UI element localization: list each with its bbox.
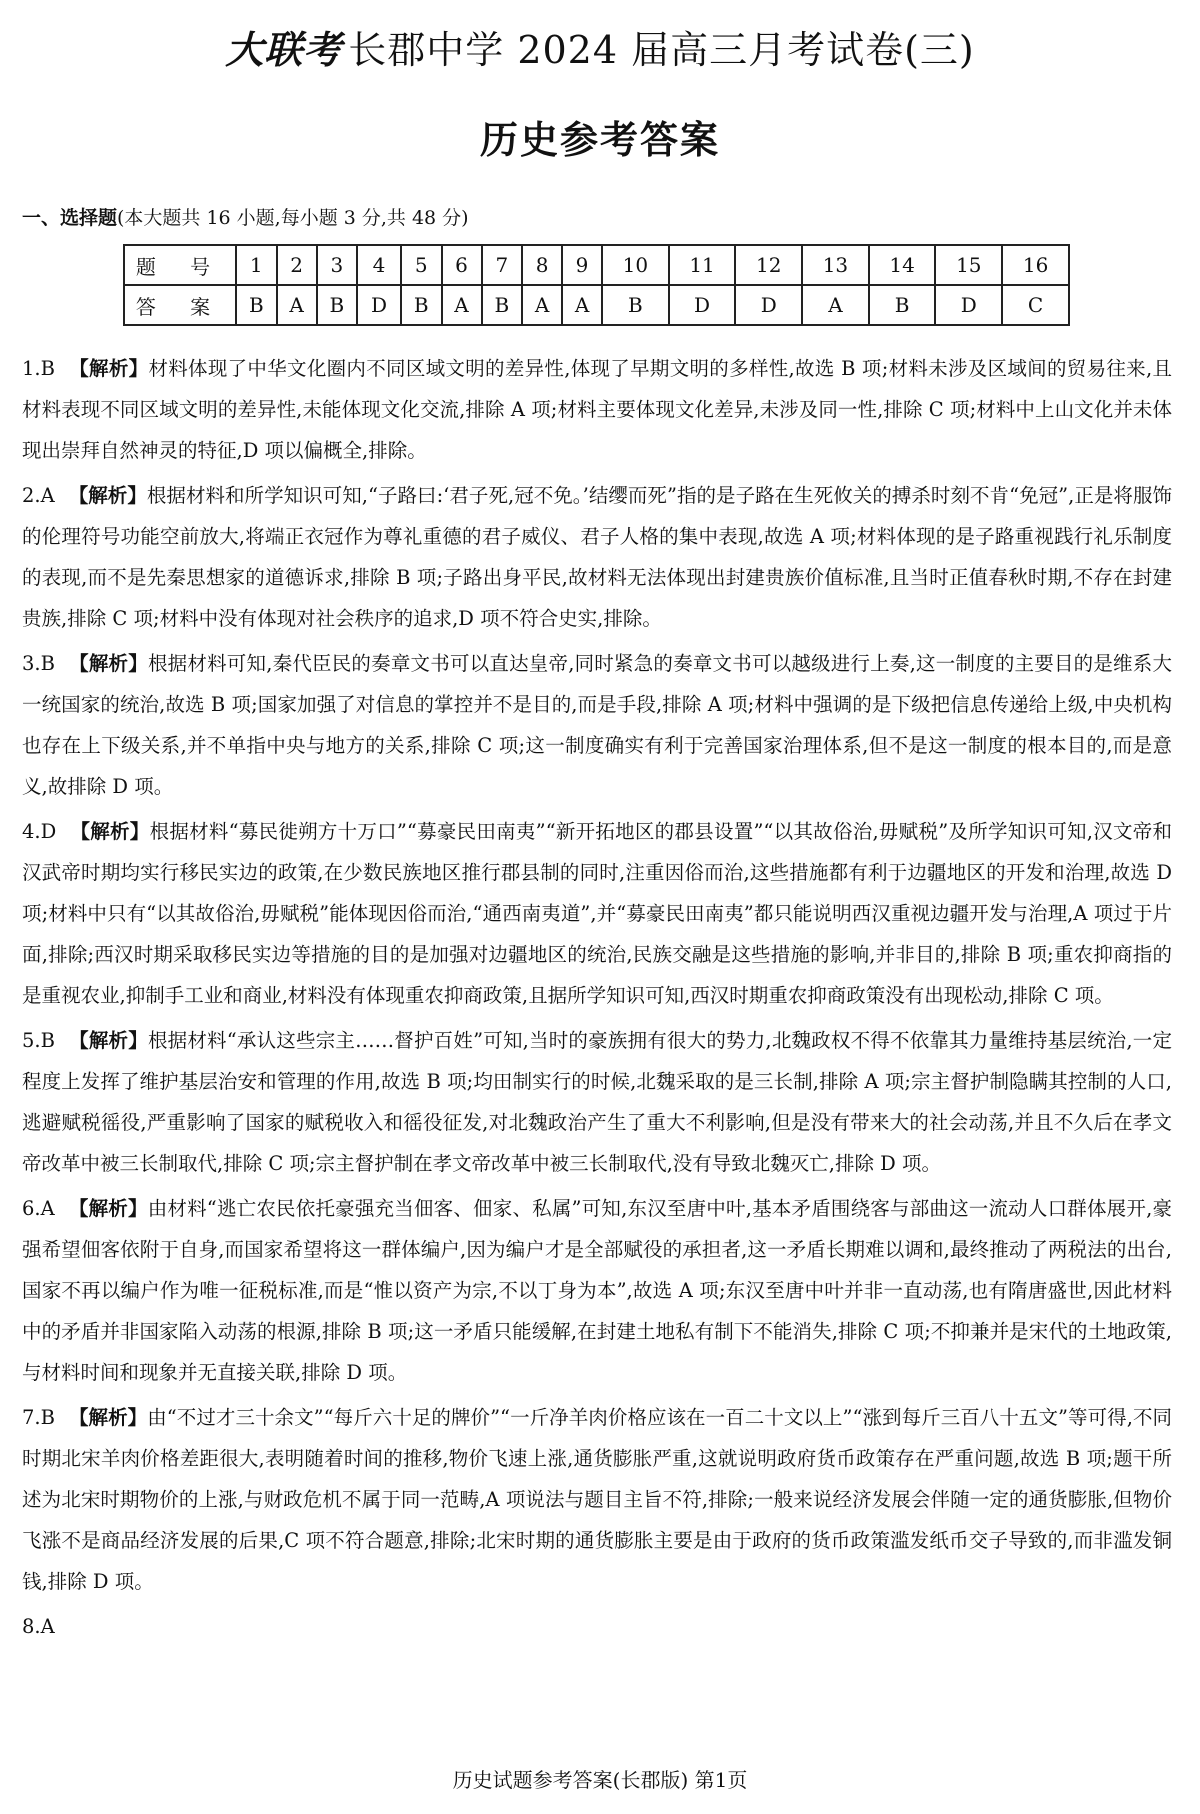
answer-cell: B: [869, 285, 936, 325]
explanation-item: [22, 1397, 1172, 1602]
answer-cell: C: [1002, 285, 1069, 325]
analysis-tag: 【解析】: [68, 652, 148, 675]
answer-row: [124, 285, 1069, 325]
explanations: [22, 348, 1172, 1651]
answer-cell: D: [935, 285, 1002, 325]
explanation-item: [22, 1188, 1172, 1393]
page-footer: 历史试题参考答案(长郡版) 第1页: [452, 1768, 748, 1792]
item-number: 4.D: [22, 820, 57, 843]
explanation-item: [22, 348, 1172, 471]
answer-cell: B: [482, 285, 523, 325]
row-label-numbers: 题 号: [124, 245, 236, 285]
section-heading: [22, 204, 469, 232]
analysis-tag: 【解析】: [68, 484, 147, 507]
item-number: 2.A: [22, 484, 55, 507]
question-number: 6: [442, 245, 482, 285]
explanation-item: [22, 1020, 1172, 1184]
question-number: 1: [236, 245, 277, 285]
question-number: 10: [602, 245, 669, 285]
answer-cell: D: [735, 285, 802, 325]
item-number: 1.B: [22, 357, 55, 380]
question-number: 11: [669, 245, 736, 285]
question-number: 4: [357, 245, 401, 285]
item-number: 8.A: [22, 1615, 55, 1638]
section-title: 一、选择题: [22, 207, 118, 229]
brand-logo-text: 大联考: [225, 27, 343, 72]
explanation-item: [22, 1606, 1172, 1647]
item-text: 根据材料和所学知识可知,“子路曰:‘君子死,冠不免。’结缨而死”指的是子路在生死攸关的搏杀时刻不肯“免冠”,正是将服饰的伦理符号功能空前放大,将端正衣冠作为尊礼重德的君子威仪、君子人格的集中表现,故选 A 项;材料体现的是子路重视践行礼乐制度的表现,而不是先秦思想家的道德诉求,排除 B 项;子路出身平民,故材料无法体现出封建贵族价值标准,且当时正值春秋时期,不存在封建贵族,排除 C 项;材料中没有体现对社会秩序的追求,D 项不符合史实,排除。: [22, 484, 1172, 630]
question-number: 15: [935, 245, 1002, 285]
item-number: 5.B: [22, 1029, 55, 1052]
question-number: 14: [869, 245, 936, 285]
answer-cell: A: [277, 285, 317, 325]
item-text: 材料体现了中华文化圈内不同区域文明的差异性,体现了早期文明的多样性,故选 B 项;材料未涉及区域间的贸易往来,且材料表现不同区域文明的差异性,未能体现文化交流,排除 A 项;材料主要体现文化差异,未涉及同一性,排除 C 项;材料中上山文化并未体现出崇拜自然神灵的特征,D 项以偏概全,排除。: [22, 357, 1172, 462]
question-number: 8: [522, 245, 562, 285]
explanation-item: [22, 811, 1172, 1016]
question-number: 9: [562, 245, 602, 285]
item-number: 7.B: [22, 1406, 55, 1429]
exam-header: [0, 26, 1200, 74]
question-number: 2: [277, 245, 317, 285]
item-text: 由材料“逃亡农民依托豪强充当佃客、佃家、私属”可知,东汉至唐中叶,基本矛盾围绕客与部曲这一流动人口群体展开,豪强希望佃客依附于自身,而国家希望将这一群体编户,因为编户才是全部赋役的承担者,这一矛盾长期难以调和,最终推动了两税法的出台,国家不再以编户作为唯一征税标准,而是“惟以资产为宗,不以丁身为本”,故选 A 项;东汉至唐中叶并非一直动荡,也有隋唐盛世,因此材料中的矛盾并非国家陷入动荡的根源,排除 B 项;这一矛盾只能缓解,在封建土地私有制下不能消失,排除 C 项;不抑兼并是宋代的土地政策,与材料时间和现象并无直接关联,排除 D 项。: [22, 1197, 1172, 1384]
item-number: 3.B: [22, 652, 55, 675]
answer-cell: B: [602, 285, 669, 325]
exam-title: 长郡中学 2024 届高三月考试卷(三): [348, 28, 975, 72]
question-number: 7: [482, 245, 523, 285]
question-number: 12: [735, 245, 802, 285]
question-number: 13: [802, 245, 869, 285]
item-number: 6.A: [22, 1197, 55, 1220]
answer-cell: A: [442, 285, 482, 325]
answer-cell: A: [522, 285, 562, 325]
analysis-tag: 【解析】: [68, 1029, 148, 1052]
question-number: 16: [1002, 245, 1069, 285]
item-text: 根据材料“募民徙朔方十万口”“募豪民田南夷”“新开拓地区的郡县设置”“以其故俗治,毋赋税”及所学知识可知,汉文帝和汉武帝时期均实行移民实边的政策,在少数民族地区推行郡县制的同时,注重因俗而治,这些措施都有利于边疆地区的开发和治理,故选 D 项;材料中只有“以其故俗治,毋赋税”能体现因俗而治,“通西南夷道”,并“募豪民田南夷”都只能说明西汉重视边疆开发与治理,A 项过于片面,排除;西汉时期采取移民实边等措施的目的是加强对边疆地区的统治,民族交融是这些措施的影响,并非目的,排除 B 项;重农抑商指的是重视农业,抑制手工业和商业,材料没有体现重农抑商政策,且据所学知识可知,西汉时期重农抑商政策没有出现松动,排除 C 项。: [22, 820, 1172, 1007]
answer-cell: B: [317, 285, 358, 325]
answer-cell: D: [357, 285, 401, 325]
item-text: 由“不过才三十余文”“每斤六十足的牌价”“一斤净羊肉价格应该在一百二十文以上”“涨到每斤三百八十五文”等可得,不同时期北宋羊肉价格差距很大,表明随着时间的推移,物价飞速上涨,通货膨胀严重,这就说明政府货币政策存在严重问题,故选 B 项;题干所述为北宋时期物价的上涨,与财政危机不属于同一范畴,A 项说法与题目主旨不符,排除;一般来说经济发展会伴随一定的通货膨胀,但物价飞涨不是商品经济发展的后果,C 项不符合题意,排除;北宋时期的通货膨胀主要是由于政府的货币政策滥发纸币交子导致的,而非滥发铜钱,排除 D 项。: [22, 1406, 1172, 1593]
answer-cell: D: [669, 285, 736, 325]
item-text: 根据材料可知,秦代臣民的奏章文书可以直达皇帝,同时紧急的奏章文书可以越级进行上奏,这一制度的主要目的是维系大一统国家的统治,故选 B 项;国家加强了对信息的掌控并不是目的,而是手段,排除 A 项;材料中强调的是下级把信息传递给上级,中央机构也存在上下级关系,并不单指中央与地方的关系,排除 C 项;这一制度确实有利于完善国家治理体系,但不是这一制度的根本目的,而是意义,故排除 D 项。: [22, 652, 1172, 798]
question-number-row: [124, 245, 1069, 285]
answer-cell: A: [802, 285, 869, 325]
explanation-item: [22, 643, 1172, 807]
analysis-tag: 【解析】: [68, 1406, 148, 1429]
answer-cell: A: [562, 285, 602, 325]
question-number: 3: [317, 245, 358, 285]
item-text: 根据材料“承认这些宗主……督护百姓”可知,当时的豪族拥有很大的势力,北魏政权不得不依靠其力量维持基层统治,一定程度上发挥了维护基层治安和管理的作用,故选 B 项;均田制实行的时候,北魏采取的是三长制,排除 A 项;宗主督护制隐瞒其控制的人口,逃避赋税徭役,严重影响了国家的赋税收入和徭役征发,对北魏政治产生了重大不利影响,但是没有带来大的社会动荡,并且不久后在孝文帝改革中被三长制取代,排除 C 项;宗主督护制在孝文帝改革中被三长制取代,没有导致北魏灭亡,排除 D 项。: [22, 1029, 1172, 1175]
analysis-tag: 【解析】: [68, 357, 149, 380]
question-number: 5: [401, 245, 442, 285]
row-label-answers: 答 案: [124, 285, 236, 325]
analysis-tag: 【解析】: [68, 1197, 148, 1220]
answer-cell: B: [401, 285, 442, 325]
subject-title: 历史参考答案: [479, 117, 720, 162]
section-note: (本大题共 16 小题,每小题 3 分,共 48 分): [117, 207, 469, 229]
answer-table: [123, 244, 1070, 326]
analysis-tag: 【解析】: [70, 820, 150, 843]
explanation-item: [22, 475, 1172, 639]
answer-cell: B: [236, 285, 277, 325]
